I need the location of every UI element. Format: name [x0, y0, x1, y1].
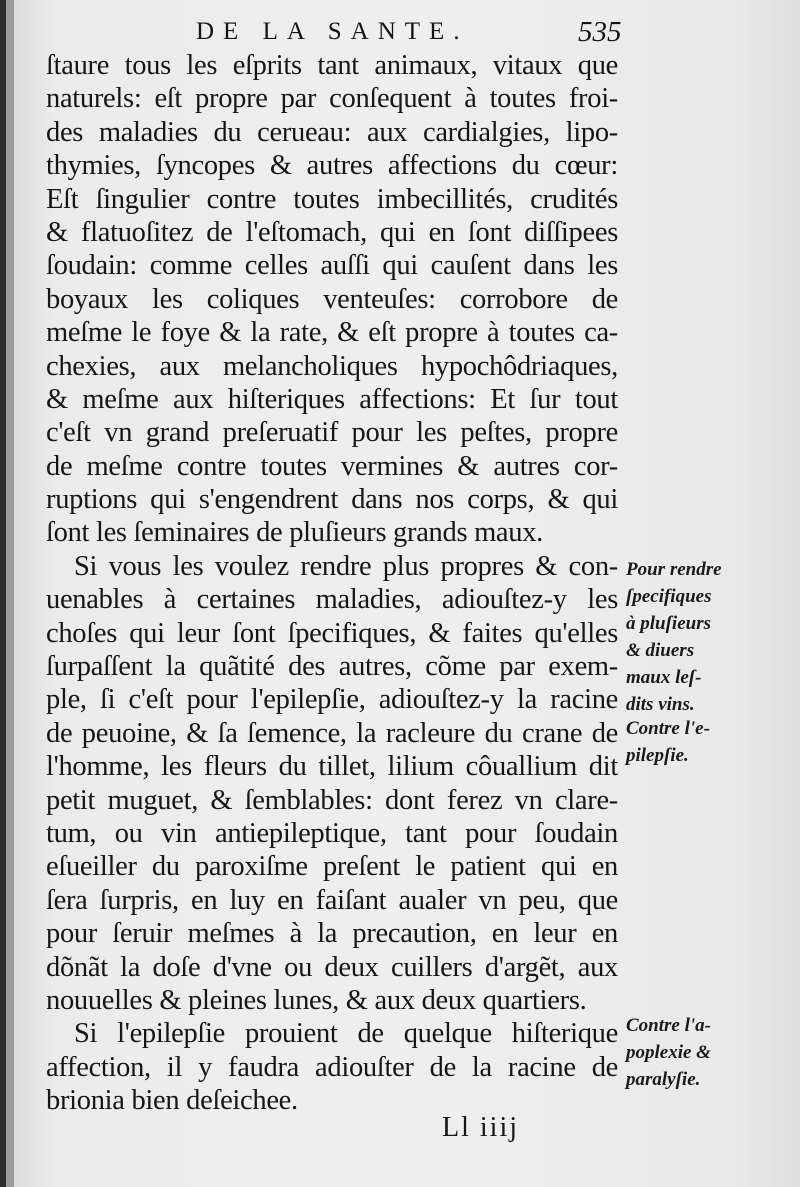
- text-line: ſera ſurpris, en luy en faiſant aualer vn peu, que: [46, 884, 618, 916]
- text-line: de meſme contre toutes vermines & autres cor-: [46, 450, 618, 482]
- text-line: des maladies du cerueau: aux cardialgies, lipo-: [46, 116, 618, 148]
- paragraph-start-line: Si vous les voulez rendre plus propres & con-: [74, 550, 618, 582]
- page-number: 535: [578, 16, 622, 48]
- text-line: ſont les ſeminaires de pluſieurs grands maux.: [46, 517, 544, 549]
- margin-note-specifiques: [626, 556, 786, 718]
- running-head: DE LA SANTE.: [196, 18, 469, 45]
- margin-note-line: Contre l'a-: [626, 1015, 711, 1036]
- text-line: de peuoine, & ſa ſemence, la racleure du crane de: [46, 717, 618, 749]
- text-line: uenables à certaines maladies, adiouſtez-y les: [46, 584, 618, 616]
- margin-note-line: Contre l'e-: [626, 718, 710, 739]
- margin-note-epilepsie: [626, 715, 786, 769]
- text-line: eſueiller du paroxiſme preſent le patient qui en: [46, 851, 618, 883]
- text-line: & flatuoſitez de l'eſtomach, qui en ſont diſſipees: [46, 216, 618, 248]
- text-line: boyaux les coliques venteuſes: corrobore de: [46, 283, 618, 315]
- text-line: ple, ſi c'eſt pour l'epilepſie, adiouſtez-y la racine: [46, 684, 618, 716]
- text-line: thymies, ſyncopes & autres affections du cœur:: [46, 150, 618, 182]
- margin-note-line: & diuers: [626, 640, 695, 661]
- main-text-block: [46, 49, 618, 1118]
- margin-note-apoplexie: [626, 1012, 786, 1093]
- signature-mark: Ll iiij: [442, 1112, 519, 1143]
- text-line: ſoudain: comme celles auſſi qui cauſent dans les: [46, 250, 618, 282]
- text-line: ſurpaſſent la quãtité des autres, cõme par exem-: [46, 651, 618, 683]
- text-line: l'homme, les fleurs du tillet, lilium côuallium dit: [46, 751, 618, 783]
- margin-note-line: à pluſieurs: [626, 613, 711, 634]
- margin-note-line: ſpecifiques: [626, 586, 712, 607]
- text-line: ruptions qui s'engendrent dans nos corps, & qui: [46, 484, 618, 516]
- text-line: brionia bien deſeichee.: [46, 1085, 298, 1117]
- margin-note-line: poplexie &: [626, 1042, 711, 1063]
- text-line: nouuelles & pleines lunes, & aux deux quartiers.: [46, 984, 587, 1016]
- text-line: affection, il y faudra adiouſter de la racine de: [46, 1051, 618, 1083]
- book-page: [6, 0, 800, 1187]
- margin-note-line: Pour rendre: [626, 559, 722, 580]
- text-line: meſme le foye & la rate, & eſt propre à toutes ca-: [46, 317, 618, 349]
- text-line: & meſme aux hiſteriques affections: Et ſur tout: [46, 383, 618, 415]
- text-line: ſtaure tous les eſprits tant animaux, vitaux que: [46, 50, 618, 81]
- text-line: choſes qui leur ſont ſpecifiques, & faites qu'elles: [46, 617, 618, 649]
- text-line: naturels: eſt propre par conſequent à toutes froi-: [46, 83, 618, 115]
- margin-note-line: maux leſ-: [626, 667, 702, 688]
- text-line: pour ſeruir meſmes à la precaution, en leur en: [46, 918, 618, 950]
- text-line: tum, ou vin antiepileptique, tant pour ſoudain: [46, 817, 618, 849]
- page-gutter-shadow: [6, 0, 14, 1187]
- text-line: Eſt ſingulier contre toutes imbecillités, crudités: [46, 183, 618, 215]
- paragraph-start-line: Si l'epilepſie prouient de quelque hiſterique: [74, 1018, 618, 1050]
- text-line: dõnãt la doſe d'vne ou deux cuillers d'argẽt, aux: [46, 951, 618, 983]
- margin-note-line: paralyſie.: [626, 1069, 701, 1090]
- text-line: c'eſt vn grand preſeruatif pour les peſtes, propre: [46, 417, 618, 449]
- text-line: petit muguet, & ſemblables: dont ferez vn clare-: [46, 784, 618, 816]
- margin-note-line: dits vins.: [626, 694, 695, 715]
- text-line: chexies, aux melancholiques hypochôdriaques,: [46, 350, 618, 382]
- margin-note-line: pilepſie.: [626, 745, 689, 766]
